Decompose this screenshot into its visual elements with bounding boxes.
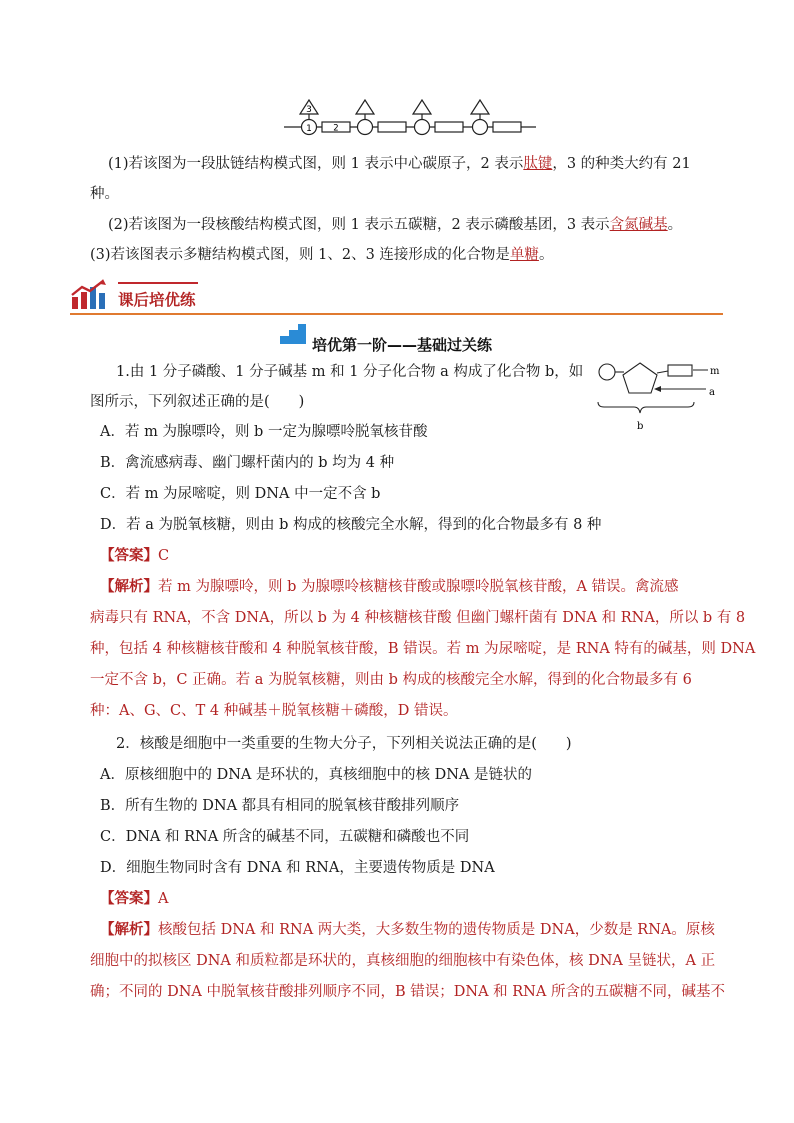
label-b: b bbox=[637, 421, 644, 432]
q2-option-c: C．DNA 和 RNA 所含的碱基不同，五碳糖和磷酸也不同 bbox=[100, 829, 470, 845]
q1-option-b: B．禽流感病毒、幽门螺杆菌内的 b 均为 4 种 bbox=[100, 455, 395, 471]
q2-option-b: B．所有生物的 DNA 都具有相同的脱氧核苷酸排列顺序 bbox=[100, 798, 460, 814]
answer-nitrogen-base: 含氮碱基 bbox=[609, 217, 668, 233]
intro-p3: (3)若该图表示多糖结构模式图，则 1、2、3 连接形成的化合物是单糖。 bbox=[90, 247, 554, 263]
q2-stem: 2．核酸是细胞中一类重要的生物大分子，下列相关说法正确的是( ) bbox=[116, 736, 572, 752]
chain-structure-diagram bbox=[280, 96, 540, 138]
section-divider-thin bbox=[118, 282, 198, 284]
section-divider bbox=[70, 313, 723, 315]
answer-monosaccharide: 单糖 bbox=[509, 247, 539, 263]
label-1: 1 bbox=[306, 124, 312, 134]
label-3: 3 bbox=[306, 105, 312, 115]
intro-p1-line2: 种。 bbox=[90, 186, 119, 202]
q1-stem-line2: 图所示，下列叙述正确的是( ) bbox=[90, 394, 305, 410]
q1-analysis-line4: 一定不含 b，C 正确。若 a 为脱氧核糖，则由 b 构成的核酸完全水解，得到的化合物最多有 6 bbox=[90, 672, 692, 688]
q1-option-a: A．若 m 为腺嘌呤，则 b 一定为腺嘌呤脱氧核苷酸 bbox=[100, 424, 428, 440]
section-title: 课后培优练 bbox=[118, 291, 196, 309]
q1-option-d: D．若 a 为脱氧核糖，则由 b 构成的核酸完全水解，得到的化合物最多有 8 种 bbox=[100, 517, 602, 533]
intro-p2: (2)若该图为一段核酸结构模式图，则 1 表示五碳糖，2 表示磷酸基团，3 表示含氮碱基。 bbox=[108, 217, 683, 233]
q2-answer: 【答案】A bbox=[100, 890, 169, 907]
q1-stem-line1: 1.由 1 分子磷酸、1 分子碱基 m 和 1 分子化合物 a 构成了化合物 b，如 bbox=[116, 364, 584, 380]
answer-peptide-bond: 肽键 bbox=[523, 156, 553, 172]
stage-title: 培优第一阶——基础过关练 bbox=[312, 336, 493, 354]
q1-analysis-line3: 种，包括 4 种核糖核苷酸和 4 种脱氧核苷酸，B 错误。若 m 为尿嘧啶，是 RNA 特有的碱基，则 DNA bbox=[90, 641, 756, 657]
label-a: a bbox=[709, 387, 715, 398]
q1-analysis-line5: 种：A、G、C、T 4 种碱基＋脱氧核糖＋磷酸，D 错误。 bbox=[90, 703, 458, 719]
intro-p1-line1: (1)若该图为一段肽链结构模式图，则 1 表示中心碳原子，2 表示肽键，3 的种类大约有 21 bbox=[108, 156, 691, 172]
q1-option-c: C．若 m 为尿嘧啶，则 DNA 中一定不含 b bbox=[100, 486, 381, 502]
q2-analysis-line2: 细胞中的拟核区 DNA 和质粒都是环状的，真核细胞的细胞核中有染色体，核 DNA 呈链状，A 正 bbox=[90, 953, 716, 969]
q2-option-d: D．细胞生物同时含有 DNA 和 RNA，主要遗传物质是 DNA bbox=[100, 860, 495, 876]
label-2: 2 bbox=[333, 123, 339, 134]
label-m: m bbox=[710, 366, 720, 377]
bar-chart-icon bbox=[70, 279, 108, 311]
q2-analysis-line1: 【解析】核酸包括 DNA 和 RNA 两大类，大多数生物的遗传物质是 DNA，少数是 RNA。原核 bbox=[100, 921, 715, 938]
q2-option-a: A．原核细胞中的 DNA 是环状的，真核细胞中的核 DNA 是链状的 bbox=[100, 767, 532, 783]
q1-analysis-line1: 【解析】若 m 为腺嘌呤，则 b 为腺嘌呤核糖核苷酸或腺嘌呤脱氧核苷酸，A 错误。禽流感 bbox=[100, 578, 679, 595]
q1-analysis-line2: 病毒只有 RNA，不含 DNA，所以 b 为 4 种核糖核苷酸 但幽门螺杆菌有 DNA 和 RNA，所以 b 有 8 bbox=[90, 610, 746, 626]
stairs-icon bbox=[278, 322, 308, 346]
q2-analysis-line3: 确；不同的 DNA 中脱氧核苷酸排列顺序不同，B 错误；DNA 和 RNA 所含的五碳糖不同，碱基不 bbox=[90, 984, 725, 1000]
q1-answer: 【答案】C bbox=[100, 547, 170, 564]
